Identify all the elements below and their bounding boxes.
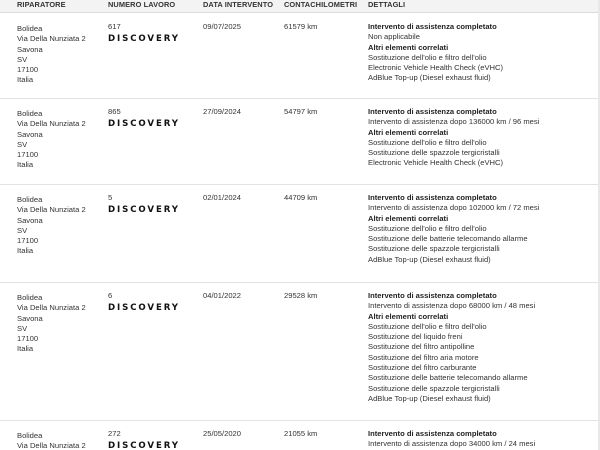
riparatore-line: Bolidea — [17, 109, 43, 118]
riparatore-line: Savona — [17, 129, 43, 139]
numero-lavoro: 272 — [108, 429, 121, 438]
numero-lavoro-cell — [108, 22, 180, 44]
dettagli-cell — [368, 291, 535, 404]
dettagli-cell — [368, 107, 539, 169]
riparatore-cell — [17, 195, 86, 257]
riparatore-line: Savona — [17, 313, 43, 323]
header-contachilometri: CONTACHILOMETRI — [284, 0, 358, 9]
dettagli-item: Sostituzione dell'olio e filtro dell'olio — [368, 223, 487, 233]
dettagli-heading: Intervento di assistenza completato — [368, 429, 497, 438]
data-intervento: 04/01/2022 — [203, 291, 242, 300]
header-numero-lavoro: NUMERO LAVORO — [108, 0, 176, 9]
dettagli-item: Sostituzione dell'olio e filtro dell'olio — [368, 321, 487, 331]
riparatore-line: SV — [17, 225, 28, 235]
dettagli-item: AdBlue Top-up (Diesel exhaust fluid) — [368, 393, 491, 403]
riparatore-line: Savona — [17, 215, 43, 225]
dettagli-item: Non applicabile — [368, 32, 420, 42]
table-row — [0, 13, 600, 99]
numero-lavoro: 865 — [108, 107, 121, 116]
riparatore-line: SV — [17, 139, 28, 149]
dettagli-item: Electronic Vehicle Health Check (eVHC) — [368, 158, 504, 168]
dettagli-heading: Altri elementi correlati — [368, 213, 449, 223]
riparatore-line: 17100 — [17, 236, 39, 246]
dettagli-item: Sostituzione delle batterie telecomando allarme — [368, 234, 528, 244]
riparatore-line: Via Della Nunziata 2 — [17, 34, 86, 44]
dettagli-item: Sostituzione del filtro carburante — [368, 363, 477, 373]
dettagli-item: Sostituzione dell'olio e filtro dell'olio — [368, 52, 487, 62]
riparatore-line: Via Della Nunziata 2 — [17, 441, 86, 450]
header-dettagli: DETTAGLI — [368, 0, 406, 9]
table-row — [0, 420, 600, 450]
riparatore-line: Italia — [17, 160, 34, 170]
data-intervento: 09/07/2025 — [203, 22, 242, 31]
table-row — [0, 184, 600, 283]
dettagli-item: Electronic Vehicle Health Check (eVHC) — [368, 63, 504, 73]
discovery-logo: DISCOVERY — [108, 119, 180, 130]
table-header — [0, 0, 600, 13]
dettagli-item: Sostituzione delle spazzole tergicristalli — [368, 383, 500, 393]
numero-lavoro-cell — [108, 429, 180, 450]
dettagli-heading: Altri elementi correlati — [368, 42, 449, 52]
data-intervento: 25/05/2020 — [203, 429, 242, 438]
contachilometri: 61579 km — [284, 22, 318, 31]
riparatore-line: Via Della Nunziata 2 — [17, 119, 86, 129]
dettagli-item: Sostituzione dell'olio e filtro dell'olio — [368, 137, 487, 147]
dettagli-item: Sostituzione del filtro antipolline — [368, 342, 475, 352]
dettagli-heading: Altri elementi correlati — [368, 127, 449, 137]
dettagli-heading: Altri elementi correlati — [368, 311, 449, 321]
riparatore-line: Italia — [17, 75, 34, 85]
riparatore-line: Italia — [17, 246, 34, 256]
contachilometri: 44709 km — [284, 193, 318, 202]
riparatore-cell — [17, 293, 86, 355]
dettagli-cell — [368, 22, 503, 84]
riparatore-line: SV — [17, 323, 28, 333]
riparatore-line: Bolidea — [17, 24, 43, 33]
dettagli-cell — [368, 429, 535, 450]
dettagli-item: Sostituzione del filtro aria motore — [368, 352, 479, 362]
riparatore-line: Italia — [17, 344, 34, 354]
dettagli-item: AdBlue Top-up (Diesel exhaust fluid) — [368, 73, 491, 83]
riparatore-line: Via Della Nunziata 2 — [17, 303, 86, 313]
data-intervento: 02/01/2024 — [203, 193, 242, 202]
contachilometri: 21055 km — [284, 429, 318, 438]
numero-lavoro: 6 — [108, 291, 113, 300]
dettagli-heading: Intervento di assistenza completato — [368, 107, 497, 116]
riparatore-line: Bolidea — [17, 293, 43, 302]
numero-lavoro-cell — [108, 193, 180, 215]
dettagli-heading: Intervento di assistenza completato — [368, 291, 497, 300]
discovery-logo: DISCOVERY — [108, 303, 180, 314]
dettagli-item: Sostituzione delle spazzole tergicristalli — [368, 148, 500, 158]
discovery-logo: DISCOVERY — [108, 205, 180, 216]
header-riparatore: RIPARATORE — [17, 0, 66, 9]
riparatore-line: Savona — [17, 44, 43, 54]
dettagli-heading: Intervento di assistenza completato — [368, 22, 497, 31]
riparatore-line: SV — [17, 54, 28, 64]
dettagli-item: Sostituzione delle batterie telecomando allarme — [368, 373, 528, 383]
riparatore-line: Bolidea — [17, 195, 43, 204]
riparatore-cell — [17, 109, 86, 171]
table-row — [0, 282, 600, 421]
numero-lavoro: 617 — [108, 22, 121, 31]
riparatore-line: Bolidea — [17, 431, 43, 440]
contachilometri: 29528 km — [284, 291, 318, 300]
riparatore-line: 17100 — [17, 65, 39, 75]
riparatore-line: 17100 — [17, 150, 39, 160]
dettagli-item: Sostituzione del liquido freni — [368, 332, 463, 342]
dettagli-item: Intervento di assistenza dopo 136000 km / 96 mesi — [368, 117, 540, 127]
riparatore-cell — [17, 24, 86, 86]
dettagli-item: Intervento di assistenza dopo 34000 km / 24 mesi — [368, 439, 536, 449]
riparatore-line: Via Della Nunziata 2 — [17, 205, 86, 215]
table-row — [0, 98, 600, 185]
numero-lavoro-cell — [108, 291, 180, 313]
contachilometri: 54797 km — [284, 107, 318, 116]
riparatore-line: 17100 — [17, 334, 39, 344]
dettagli-item: Intervento di assistenza dopo 102000 km / 72 mesi — [368, 203, 540, 213]
dettagli-cell — [368, 193, 539, 265]
discovery-logo: DISCOVERY — [108, 34, 180, 45]
discovery-logo: DISCOVERY — [108, 441, 180, 450]
data-intervento: 27/09/2024 — [203, 107, 242, 116]
dettagli-heading: Intervento di assistenza completato — [368, 193, 497, 202]
numero-lavoro-cell — [108, 107, 180, 129]
header-data-intervento: DATA INTERVENTO — [203, 0, 274, 9]
dettagli-item: AdBlue Top-up (Diesel exhaust fluid) — [368, 254, 491, 264]
dettagli-item: Intervento di assistenza dopo 68000 km / 48 mesi — [368, 301, 536, 311]
numero-lavoro: 5 — [108, 193, 113, 202]
riparatore-cell — [17, 431, 86, 450]
dettagli-item: Sostituzione delle spazzole tergicristalli — [368, 244, 500, 254]
